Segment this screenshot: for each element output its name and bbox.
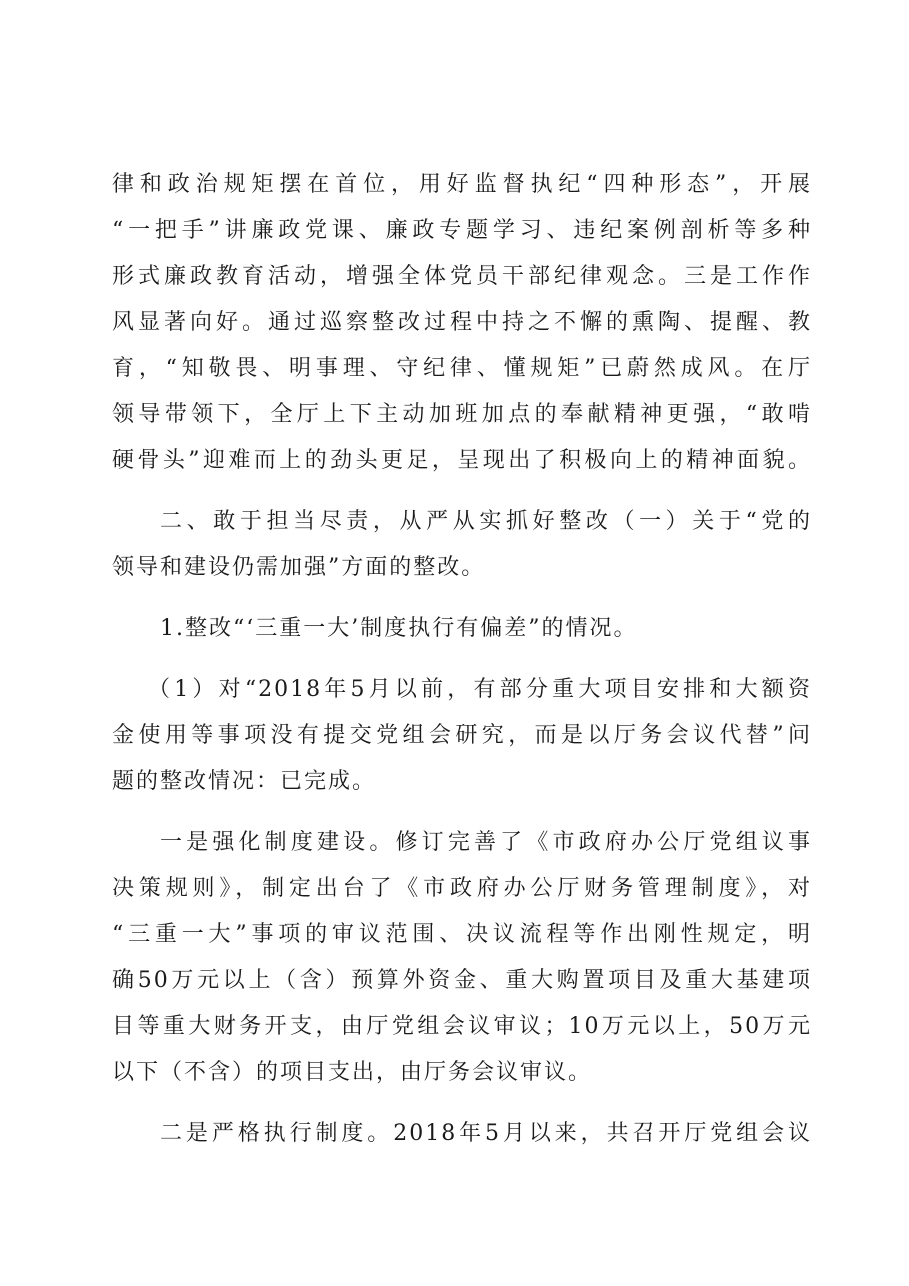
text-line: 目等重大财务开支，由厅党组会议审议；10万元以上，50万元 [112,1014,812,1039]
text-line: 确50万元以上（含）预算外资金、重大购置项目及重大基建项 [112,968,812,993]
text-line: 风显著向好。通过巡察整改过程中持之不懈的熏陶、提醒、教 [112,310,812,335]
text-line: 领导和建设仍需加强”方面的整改。 [112,555,486,580]
text-line: “一把手”讲廉政党课、廉政专题学习、违纪案例剖析等多种 [112,218,812,243]
text-line: 决策规则》，制定出台了《市政府办公厅财务管理制度》，对 [112,876,812,901]
text-line: 题的整改情况：已完成。 [112,769,377,794]
text-line: 金使用等事项没有提交党组会研究，而是以厅务会议代替”问 [112,723,812,748]
text-line: 硬骨头”迎难而上的劲头更足，呈现出了积极向上的精神面貌。 [112,448,812,473]
body-text [112,162,812,1157]
text-line: 二是严格执行制度。2018年5月以来，共召开厅党组会议 [160,1121,812,1146]
text-line: “三重一大”事项的审议范围、决议流程等作出刚性规定，明 [112,922,812,947]
text-line: 形式廉政教育活动，增强全体党员干部纪律观念。三是工作作 [112,264,812,289]
text-line: 以下（不含）的项目支出，由厅务会议审议。 [112,1060,593,1085]
text-line: 育，“知敬畏、明事理、守纪律、懂规矩”已蔚然成风。在厅 [112,356,812,381]
text-line: 领导带领下，全厅上下主动加班加点的奉献精神更强，“敢啃 [112,402,812,427]
text-line: 1.整改“‘三重一大’制度执行有偏差”的情况。 [160,616,638,641]
text-line: （1）对“2018年5月以前，有部分重大项目安排和大额资 [148,677,812,702]
text-line: 一是强化制度建设。修订完善了《市政府办公厅党组议事 [160,830,812,855]
text-line: 二、敢于担当尽责，从严从实抓好整改（一）关于“党的 [160,509,812,534]
text-line: 律和政治规矩摆在首位，用好监督执纪“四种形态”，开展 [112,172,812,197]
